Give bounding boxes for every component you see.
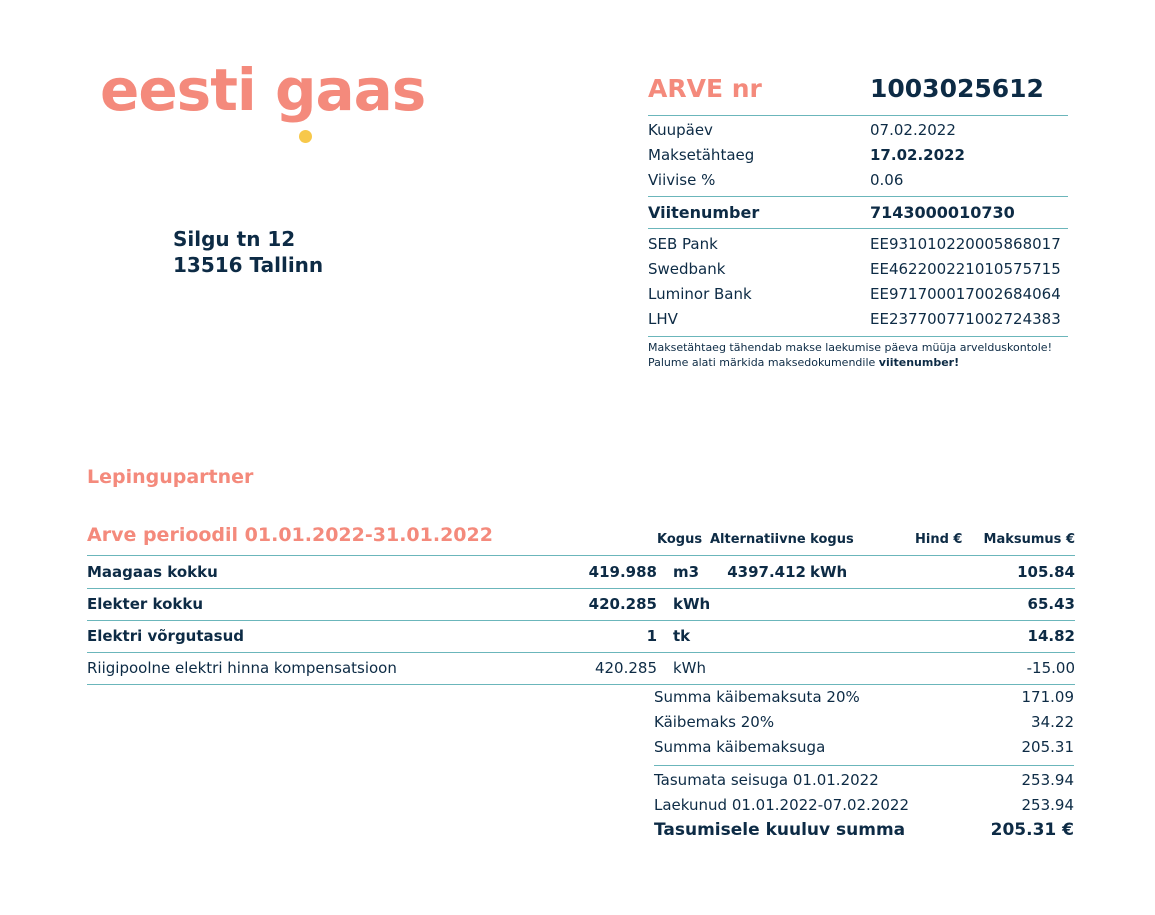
- row-alt-unit: kWh: [810, 563, 848, 581]
- note-text: Palume alati märkida maksedokumendile: [648, 356, 879, 369]
- summary-label: Tasumata seisuga 01.01.2022: [654, 771, 879, 789]
- field-value: 07.02.2022: [870, 121, 956, 139]
- col-header-alt-quantity: Alternatiivne kogus: [710, 532, 854, 547]
- summary-value: 253.94: [1021, 796, 1074, 814]
- row-amount: -15.00: [1026, 659, 1075, 677]
- summary-label: Laekunud 01.01.2022-07.02.2022: [654, 796, 909, 814]
- summary-label: Summa käibemaksuta 20%: [654, 688, 860, 706]
- bank-name: Luminor Bank: [648, 285, 752, 303]
- total-label: Tasumisele kuuluv summa: [654, 820, 906, 840]
- note-line-2: [648, 355, 1052, 370]
- row-name: Elekter kokku: [87, 595, 204, 613]
- summary-divider: [654, 765, 1074, 766]
- table-row: [87, 652, 1075, 684]
- row-name: Elektri võrgutasud: [87, 627, 245, 645]
- table-row: [87, 588, 1075, 620]
- summary-label: Käibemaks 20%: [654, 713, 775, 731]
- summary-value: 205.31: [1021, 738, 1074, 756]
- row-unit: kWh: [673, 659, 707, 677]
- row-amount: 105.84: [1017, 563, 1075, 581]
- row-name: Maagaas kokku: [87, 563, 218, 581]
- note-line-1: Maksetähtaeg tähendab makse laekumise päeva müüja arvelduskontole!: [648, 341, 1052, 354]
- divider: [648, 228, 1068, 229]
- period-title: Arve perioodil 01.01.2022-31.01.2022: [87, 524, 493, 546]
- customer-address: [173, 226, 323, 278]
- address-line-1: Silgu tn 12: [173, 227, 296, 251]
- total-amount: 205.31 €: [990, 820, 1074, 840]
- row-quantity: 420.285: [594, 659, 657, 677]
- bank-iban: EE971700017002684064: [870, 285, 1061, 303]
- divider: [648, 115, 1068, 116]
- logo-wordmark: eesti gaas: [100, 56, 426, 124]
- row-amount: 14.82: [1027, 627, 1075, 645]
- row-unit: tk: [673, 627, 691, 645]
- table-row: [87, 556, 1075, 588]
- col-header-price: Hind €: [915, 532, 963, 547]
- table-row: [87, 620, 1075, 652]
- bank-name: LHV: [648, 310, 678, 328]
- logo-dot: [299, 130, 312, 143]
- bank-iban: EE462200221010575715: [870, 260, 1061, 278]
- row-name: Riigipoolne elektri hinna kompensatsioon: [87, 659, 397, 677]
- bank-iban: EE931010220005868017: [870, 235, 1061, 253]
- summary-value: 171.09: [1021, 688, 1074, 706]
- col-header-amount: Maksumus €: [983, 532, 1075, 547]
- row-unit: kWh: [673, 595, 711, 613]
- summary-value: 253.94: [1021, 771, 1074, 789]
- invoice-number: 1003025612: [870, 74, 1044, 103]
- field-label: Viivise %: [648, 171, 716, 189]
- col-header-quantity: Kogus: [657, 532, 703, 547]
- address-line-2: 13516 Tallinn: [173, 253, 324, 277]
- table-divider: [87, 684, 1075, 685]
- divider: [648, 336, 1068, 337]
- field-value: 17.02.2022: [870, 146, 965, 164]
- divider: [648, 196, 1068, 197]
- field-value: 0.06: [870, 171, 904, 189]
- row-quantity: 1: [646, 627, 657, 645]
- reference-label: Viitenumber: [648, 203, 760, 222]
- partner-title: Lepingupartner: [87, 466, 254, 488]
- row-quantity: 419.988: [588, 563, 657, 581]
- row-alt-quantity: 4397.412: [727, 563, 806, 581]
- row-quantity: 420.285: [588, 595, 657, 613]
- row-unit: m3: [673, 563, 700, 581]
- bank-name: SEB Pank: [648, 235, 718, 253]
- invoice-label: ARVE nr: [648, 74, 762, 103]
- field-label: Maksetähtaeg: [648, 146, 755, 164]
- note-emphasis: viitenumber!: [878, 356, 960, 369]
- row-amount: 65.43: [1027, 595, 1075, 613]
- summary-label: Summa käibemaksuga: [654, 738, 826, 756]
- payment-note: [648, 340, 1052, 370]
- brand-logo: [100, 46, 440, 146]
- bank-iban: EE237700771002724383: [870, 310, 1061, 328]
- reference-number: 7143000010730: [870, 203, 1015, 222]
- summary-value: 34.22: [1031, 713, 1074, 731]
- field-label: Kuupäev: [648, 121, 713, 139]
- bank-name: Swedbank: [648, 260, 726, 278]
